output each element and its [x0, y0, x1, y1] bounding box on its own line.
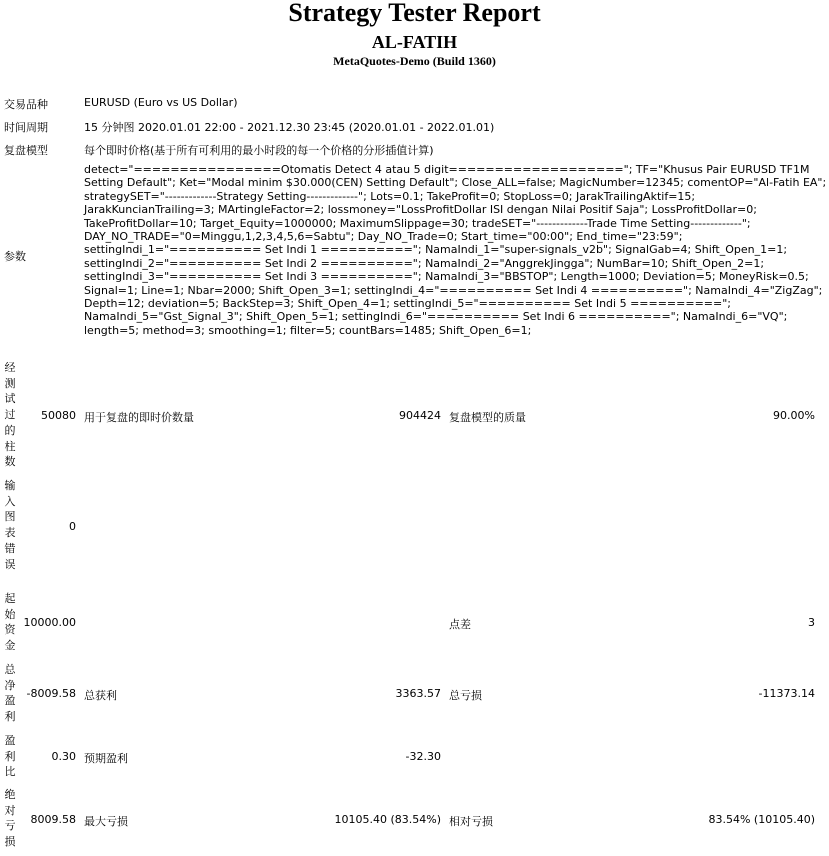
gross-loss-value: -11373.14: [758, 687, 815, 700]
params-text: [84, 163, 827, 337]
params-line: Depth=12; deviation=5; BackStep=3; Shift_Open_4=1; settingIndi_5="========== Set Indi 5 ==========";: [84, 297, 732, 311]
period-value: 15 分钟图 2020.01.01 22:00 - 2021.12.30 23:45 (2020.01.01 - 2022.01.01): [84, 121, 495, 134]
ticks-label: 用于复盘的即时价数量: [84, 411, 194, 424]
params-label: 参数: [4, 250, 26, 263]
errors-label: 输 入 图 表 错 误: [4, 479, 16, 571]
bars-label: 经 测 试 过 的 柱 数: [4, 361, 16, 469]
net-profit-value: -8009.58: [26, 687, 76, 700]
relative-drawdown-label: 相对亏损: [449, 815, 493, 828]
expected-payoff-label: 预期盈利: [84, 752, 128, 765]
period-label: 时间周期: [4, 121, 48, 134]
profit-factor-value: 0.30: [51, 750, 76, 763]
params-line: strategySET="-------------Strategy Setting-------------"; Lots=0.1; TakeProfit=0; StopLoss=0; JarakTrailingAktif=15;: [84, 189, 696, 203]
expert-name: AL-FATIH: [371, 32, 458, 52]
spread-value: 3: [808, 616, 815, 629]
params-line: DAY_NO_TRADE="0=Minggu,1,2,3,4,5,6=Sabtu"; Day_NO_Trade=0; Start_time="00:00"; End_time="23:59";: [84, 230, 683, 244]
gross-profit-value: 3363.57: [395, 687, 441, 700]
ticks-value: 904424: [399, 409, 441, 422]
quality-label: 复盘模型的质量: [449, 411, 526, 424]
model-label: 复盘模型: [4, 144, 48, 157]
gross-profit-label: 总获利: [84, 689, 117, 702]
params-line: settingIndi_3="========== Set Indi 3 =========="; NamaIndi_3="BBSTOP"; Length=1000; Deviation=5; MoneyRisk=0.5;: [84, 270, 809, 284]
profit-factor-label: 盈 利 比: [4, 734, 16, 779]
params-line: Signal=1; Line=1; Nbar=2000; Shift_Open_3=1; settingIndi_4="========== Set Indi 4 =========="; NamaIndi_4="ZigZag";: [84, 283, 823, 297]
params-line: length=5; method=3; smoothing=1; filter=5; countBars=1485; Shift_Open_6=1;: [84, 323, 532, 337]
errors-value: 0: [69, 520, 76, 533]
gross-loss-label: 总亏损: [449, 689, 482, 702]
params-line: NamaIndi_5="Gst_Signal_3"; Shift_Open_5=1; settingIndi_6="========== Set Indi 6 =========="; NamaIndi_6="VQ";: [84, 310, 788, 324]
symbol-label: 交易品种: [4, 98, 48, 111]
relative-drawdown-value: 83.54% (10105.40): [708, 813, 815, 826]
quality-value: 90.00%: [773, 409, 815, 422]
spread-label: 点差: [449, 618, 471, 631]
deposit-label: 起 始 资 金: [4, 592, 16, 653]
net-profit-label: 总 净 盈 利: [4, 663, 16, 724]
params-line: settingIndi_1="========== Set Indi 1 =========="; NamaIndi_1="super-signals_v2b"; SignalGab=4; Shift_Open_1=1;: [84, 243, 788, 257]
deposit-value: 10000.00: [23, 616, 76, 629]
report-title: Strategy Tester Report: [288, 0, 541, 27]
bars-value: 50080: [41, 409, 76, 422]
params-line: JarakKuncianTrailing=3; MArtingleFactor=2; lossmoney="LossProfitDollar ISI dengan Nilai Positif Saja"; LossProfitDollar=0;: [84, 203, 757, 217]
params-line: TakeProfitDollar=10; Target_Equity=1000000; MaximumSlippage=30; tradeSET="-------------Trade Time Setting-------------";: [84, 216, 751, 230]
absolute-drawdown-value: 8009.58: [30, 813, 76, 826]
expected-payoff-value: -32.30: [405, 750, 441, 763]
params-line: Setting Default"; Ket="Modal minim $30.000(CEN) Setting Default"; Close_ALL=false; MagicNumber=12345; comentOP="Al-Fatih EA";: [84, 176, 827, 190]
absolute-drawdown-label: 绝 对 亏 损: [4, 788, 16, 849]
params-line: settingIndi_2="========== Set Indi 2 =========="; NamaIndi_2="AnggrekJingga"; NumBar=10; Shift_Open_2=1;: [84, 256, 765, 270]
model-value: 每个即时价格(基于所有可利用的最小时段的每一个价格的分形插值计算): [84, 144, 434, 157]
maximal-drawdown-label: 最大亏损: [84, 815, 128, 828]
params-line: detect="================Otomatis Detect 4 atau 5 digit==================="; TF="Khusus Pair EURUSD TF1M: [84, 163, 810, 176]
symbol-value: EURUSD (Euro vs US Dollar): [84, 96, 238, 109]
maximal-drawdown-value: 10105.40 (83.54%): [334, 813, 441, 826]
server-build: MetaQuotes-Demo (Build 1360): [333, 54, 496, 68]
